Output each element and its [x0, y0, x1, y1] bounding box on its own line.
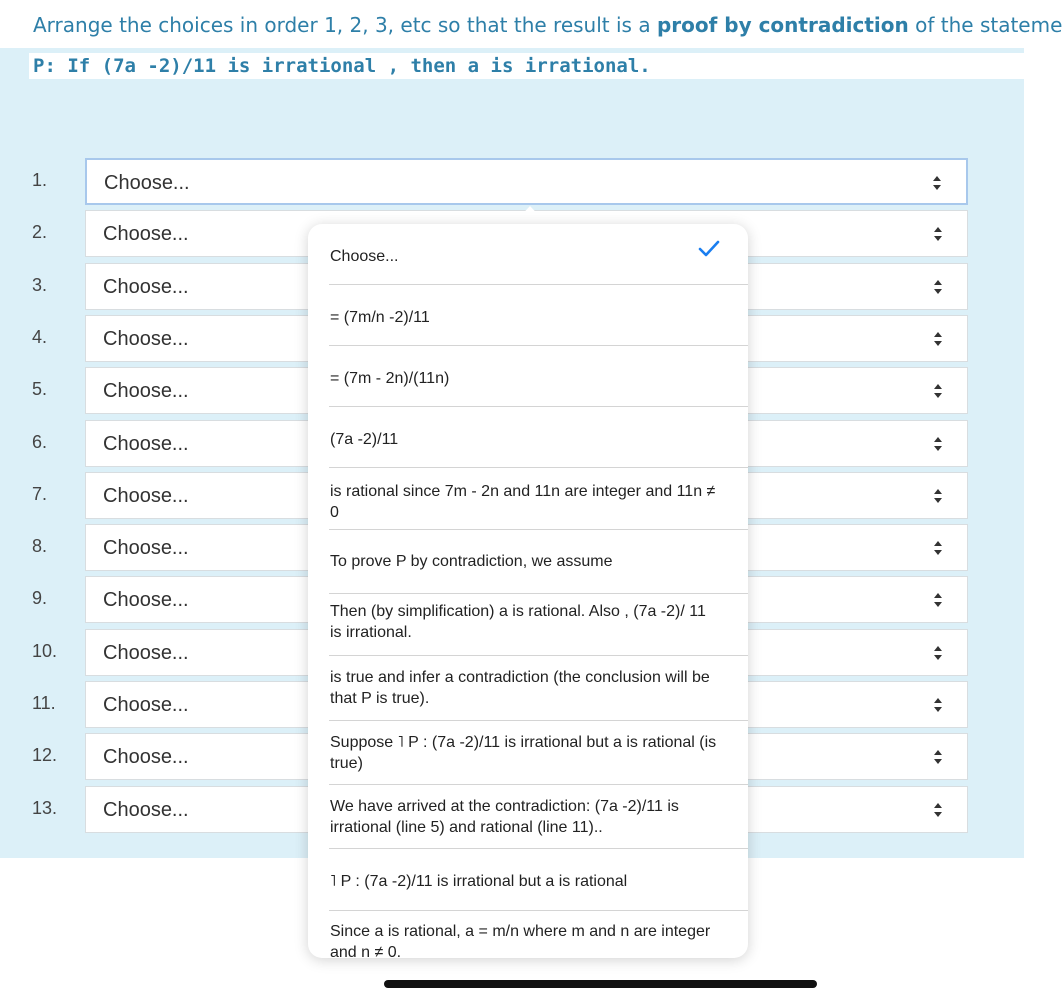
dropdown-option[interactable]	[329, 530, 748, 594]
select-value: Choose...	[103, 380, 189, 403]
dropdown-option[interactable]	[329, 721, 748, 785]
statement-bar	[0, 48, 1024, 84]
select-arrows-icon	[933, 695, 943, 715]
option-label: = (7m - 2n)/(11n)	[330, 370, 450, 387]
select-arrows-icon	[933, 329, 943, 349]
row-number: 2.	[32, 222, 48, 243]
row-number: 9.	[32, 588, 48, 609]
select-arrows-icon	[933, 747, 943, 767]
row-number: 13.	[32, 797, 58, 818]
select-value: Choose...	[103, 641, 189, 664]
option-label: Then (by simplification) a is rational. Also , (7a -2)/ 11 is irrational.	[330, 603, 706, 641]
option-label: is rational since 7m - 2n and 11n are integer and 11n ≠ 0	[330, 483, 716, 521]
select-arrows-icon	[933, 590, 943, 610]
instruction-suffix: of the stateme	[908, 13, 1062, 37]
row-number: 1.	[32, 170, 48, 190]
option-label: Suppose ˥ P : (7a -2)/11 is irrational but a is rational (is true)	[330, 734, 717, 772]
dropdown-option[interactable]	[329, 346, 748, 407]
dropdown-option[interactable]	[329, 468, 748, 530]
select-value: Choose...	[103, 537, 189, 560]
select-arrows-icon	[933, 434, 943, 454]
answer-row	[0, 158, 1024, 208]
option-label: = (7m/n -2)/11	[330, 309, 430, 326]
row-number: 8.	[32, 536, 48, 557]
statement-text: P: If (7a -2)/11 is irrational , then a is irrational.	[29, 53, 1024, 79]
option-label: ˥ P : (7a -2)/11 is irrational but a is rational	[330, 873, 628, 890]
select-value: Choose...	[103, 746, 189, 769]
row-number: 6.	[32, 431, 48, 452]
row-number: 3.	[32, 274, 48, 295]
select-arrows-icon	[933, 486, 943, 506]
select-value: Choose...	[103, 223, 189, 246]
dropdown-option[interactable]	[329, 849, 748, 911]
dropdown-option[interactable]	[329, 785, 748, 849]
row-number: 7.	[32, 483, 48, 504]
dropdown-option[interactable]	[329, 407, 748, 468]
dropdown-option[interactable]	[329, 656, 748, 721]
dropdown-option[interactable]	[329, 911, 748, 973]
row-number: 12.	[32, 745, 58, 766]
select-arrows-icon	[932, 173, 942, 193]
row-select[interactable]	[85, 158, 968, 205]
select-arrows-icon	[933, 538, 943, 558]
select-arrows-icon	[933, 277, 943, 297]
select-value: Choose...	[103, 327, 189, 350]
select-value: Choose...	[103, 589, 189, 612]
dropdown-option[interactable]	[329, 224, 748, 285]
select-arrows-icon	[933, 224, 943, 244]
row-number: 11.	[32, 693, 56, 713]
instruction-text	[0, 0, 1062, 48]
choice-dropdown-popup[interactable]	[308, 224, 748, 961]
row-number: 4.	[32, 326, 48, 347]
home-indicator[interactable]	[384, 980, 817, 988]
select-value: Choose...	[103, 484, 189, 507]
dropdown-option[interactable]	[329, 594, 748, 656]
checkmark-icon	[698, 240, 720, 264]
select-value: Choose...	[103, 275, 189, 298]
select-value: Choose...	[103, 432, 189, 455]
option-label: is true and infer a contradiction (the conclusion will be that P is true).	[330, 669, 710, 707]
select-arrows-icon	[933, 800, 943, 820]
option-label: Choose...	[330, 248, 399, 265]
row-number: 10.	[32, 640, 58, 661]
option-label: Since a is rational, a = m/n where m and n are integer and n ≠ 0.	[330, 923, 711, 961]
option-label: We have arrived at the contradiction: (7a -2)/11 is irrational (line 5) and rational (line 11)..	[330, 798, 679, 836]
select-arrows-icon	[933, 643, 943, 663]
select-value: Choose...	[103, 798, 189, 821]
popup-pointer	[512, 206, 548, 225]
option-label: To prove P by contradiction, we assume	[330, 553, 613, 570]
row-number: 5.	[32, 379, 48, 400]
option-label: (7a -2)/11	[330, 431, 399, 448]
dropdown-option[interactable]	[329, 285, 748, 346]
instruction-bold: proof by contradiction	[656, 13, 909, 37]
select-value: Choose...	[103, 694, 189, 716]
instruction-prefix: Arrange the choices in order 1, 2, 3, etc so that the result is a	[33, 13, 657, 37]
select-arrows-icon	[933, 381, 943, 401]
select-value: Choose...	[104, 172, 190, 194]
